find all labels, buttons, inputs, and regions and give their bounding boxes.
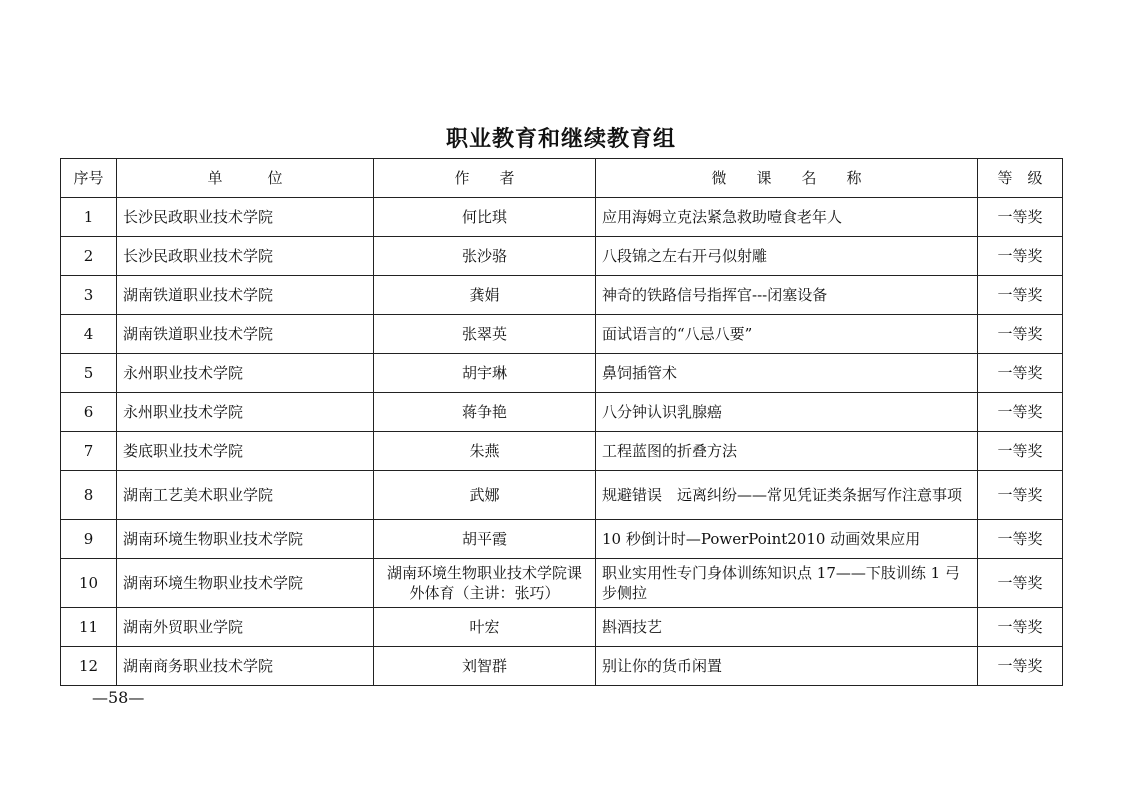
cell-unit: 湖南铁道职业技术学院 [117, 276, 374, 315]
table-row [61, 276, 1063, 315]
table-row [61, 647, 1063, 686]
cell-index: 11 [61, 608, 117, 647]
cell-unit: 长沙民政职业技术学院 [117, 198, 374, 237]
table-header-row [61, 159, 1063, 198]
cell-author: 张翠英 [374, 315, 596, 354]
cell-grade: 一等奖 [978, 647, 1063, 686]
header-course: 微 课 名 称 [596, 159, 978, 198]
cell-grade: 一等奖 [978, 237, 1063, 276]
cell-course: 神奇的铁路信号指挥官---闭塞设备 [596, 276, 978, 315]
cell-course: 八分钟认识乳腺癌 [596, 393, 978, 432]
cell-author: 龚娟 [374, 276, 596, 315]
awards-table [60, 158, 1063, 686]
table-row [61, 198, 1063, 237]
cell-index: 5 [61, 354, 117, 393]
cell-grade: 一等奖 [978, 520, 1063, 559]
page-title: 职业教育和继续教育组 [445, 127, 676, 152]
cell-index: 7 [61, 432, 117, 471]
cell-unit: 湖南铁道职业技术学院 [117, 315, 374, 354]
table-row [61, 608, 1063, 647]
cell-course: 10 秒倒计时—PowerPoint2010 动画效果应用 [596, 520, 978, 559]
cell-unit: 湖南商务职业技术学院 [117, 647, 374, 686]
cell-course: 面试语言的“八忌八要” [596, 315, 978, 354]
cell-author: 武娜 [374, 471, 596, 520]
cell-course: 规避错误 远离纠纷——常见凭证类条据写作注意事项 [596, 471, 978, 520]
table-row [61, 237, 1063, 276]
cell-index: 4 [61, 315, 117, 354]
cell-index: 10 [61, 559, 117, 608]
cell-grade: 一等奖 [978, 315, 1063, 354]
cell-unit: 湖南外贸职业学院 [117, 608, 374, 647]
cell-course: 职业实用性专门身体训练知识点 17——下肢训练 1 弓步侧拉 [596, 559, 978, 608]
cell-author: 叶宏 [374, 608, 596, 647]
cell-author: 张沙骆 [374, 237, 596, 276]
header-index: 序号 [61, 159, 117, 198]
cell-course: 别让你的货币闲置 [596, 647, 978, 686]
page-number: —58— [92, 688, 145, 707]
table-row [61, 471, 1063, 520]
cell-grade: 一等奖 [978, 393, 1063, 432]
cell-course: 鼻饲插管术 [596, 354, 978, 393]
cell-grade: 一等奖 [978, 608, 1063, 647]
cell-grade: 一等奖 [978, 354, 1063, 393]
cell-unit: 长沙民政职业技术学院 [117, 237, 374, 276]
cell-author: 蒋争艳 [374, 393, 596, 432]
cell-index: 3 [61, 276, 117, 315]
cell-unit: 永州职业技术学院 [117, 393, 374, 432]
header-author: 作 者 [374, 159, 596, 198]
table-row [61, 432, 1063, 471]
table-row [61, 559, 1063, 608]
table-row [61, 354, 1063, 393]
cell-course: 斟酒技艺 [596, 608, 978, 647]
cell-index: 2 [61, 237, 117, 276]
cell-index: 9 [61, 520, 117, 559]
cell-index: 8 [61, 471, 117, 520]
cell-grade: 一等奖 [978, 471, 1063, 520]
cell-grade: 一等奖 [978, 198, 1063, 237]
header-grade: 等 级 [978, 159, 1063, 198]
cell-unit: 娄底职业技术学院 [117, 432, 374, 471]
table-row [61, 315, 1063, 354]
cell-author: 胡平霞 [374, 520, 596, 559]
cell-unit: 永州职业技术学院 [117, 354, 374, 393]
cell-unit: 湖南环境生物职业技术学院 [117, 520, 374, 559]
cell-unit: 湖南环境生物职业技术学院 [117, 559, 374, 608]
cell-grade: 一等奖 [978, 432, 1063, 471]
table-row [61, 393, 1063, 432]
cell-author: 何比琪 [374, 198, 596, 237]
cell-author: 湖南环境生物职业技术学院课外体育（主讲：张巧） [374, 559, 596, 608]
cell-grade: 一等奖 [978, 276, 1063, 315]
header-unit: 单 位 [117, 159, 374, 198]
cell-index: 1 [61, 198, 117, 237]
cell-author: 朱燕 [374, 432, 596, 471]
cell-course: 工程蓝图的折叠方法 [596, 432, 978, 471]
cell-author: 胡宇琳 [374, 354, 596, 393]
cell-course: 八段锦之左右开弓似射雕 [596, 237, 978, 276]
cell-author: 刘智群 [374, 647, 596, 686]
cell-unit: 湖南工艺美术职业学院 [117, 471, 374, 520]
cell-course: 应用海姆立克法紧急救助噎食老年人 [596, 198, 978, 237]
cell-index: 6 [61, 393, 117, 432]
table-row [61, 520, 1063, 559]
cell-grade: 一等奖 [978, 559, 1063, 608]
cell-index: 12 [61, 647, 117, 686]
